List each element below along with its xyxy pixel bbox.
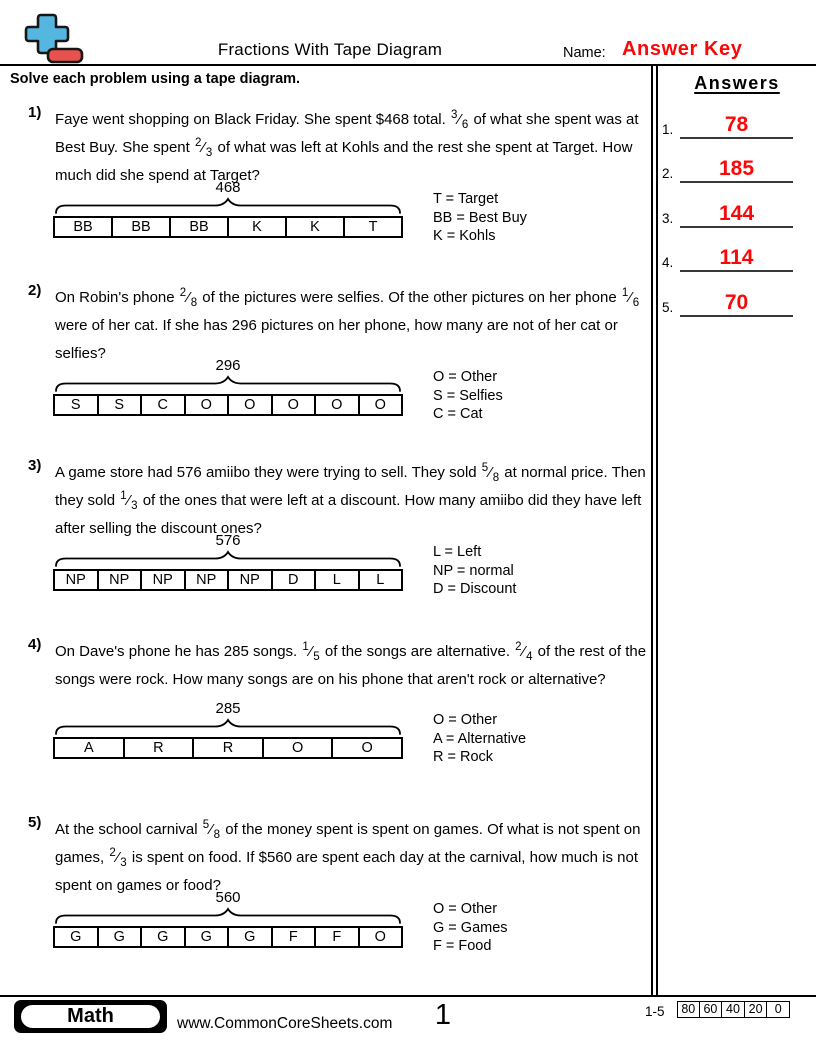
tape-cell: C xyxy=(140,396,184,414)
answer-blank-line xyxy=(680,270,793,272)
page-title: Fractions With Tape Diagram xyxy=(217,40,443,59)
answer-row xyxy=(658,229,816,274)
answer-row xyxy=(658,95,816,140)
site-url: www.CommonCoreSheets.com xyxy=(177,1015,393,1032)
tape-total-label: 576 xyxy=(215,532,241,549)
fraction: $^2⁄_4$ xyxy=(515,641,533,663)
legend-line: NP = normal xyxy=(433,562,514,579)
tape-row xyxy=(53,569,403,591)
legend-line: A = Alternative xyxy=(433,730,527,747)
answer-number: 3. xyxy=(662,210,674,226)
tape-cell: BB xyxy=(111,218,169,236)
legend-line: O = Other xyxy=(433,369,498,385)
tape-cell: O xyxy=(358,928,402,946)
tape-cell: D xyxy=(271,571,315,589)
problem-number: 4) xyxy=(28,636,42,653)
answer-blank-line xyxy=(680,181,793,183)
problem-number: 1) xyxy=(28,104,42,121)
problem xyxy=(0,636,652,765)
answer-number: 4. xyxy=(662,255,674,270)
tape-diagram xyxy=(53,179,527,244)
fraction: $^2⁄_8$ xyxy=(179,287,198,309)
legend-line: D = Discount xyxy=(433,581,517,597)
tape-cell: F xyxy=(271,928,315,946)
answer-row xyxy=(658,273,816,318)
tape-cell: NP xyxy=(140,571,184,589)
tape-cell: O xyxy=(331,739,401,757)
legend-line: R = Rock xyxy=(433,749,494,765)
page-number: 1 xyxy=(434,999,452,1031)
answers-divider xyxy=(651,66,658,995)
tape-legend xyxy=(433,543,653,599)
answer-blank-line xyxy=(680,137,793,139)
tape-cell: S xyxy=(97,396,141,414)
tape-diagram xyxy=(53,700,527,765)
fraction: $^3⁄_6$ xyxy=(450,109,469,131)
tape-cell: NP xyxy=(97,571,141,589)
problem xyxy=(0,457,652,597)
tape-cell: L xyxy=(358,571,402,589)
tape-cell: NP xyxy=(65,572,86,588)
legend-line: BB = Best Buy xyxy=(433,209,527,226)
legend-line: L = Left xyxy=(433,544,482,560)
curly-brace-icon xyxy=(53,550,403,567)
answer-row xyxy=(658,140,816,185)
curly-brace-icon xyxy=(53,375,403,392)
tape-row xyxy=(53,926,403,948)
footer xyxy=(0,995,816,1056)
tape-cell: O xyxy=(262,739,332,757)
tape-cell: O xyxy=(271,396,315,414)
score-table xyxy=(677,1001,790,1018)
tape-cell: T xyxy=(343,218,401,236)
tape-diagram xyxy=(53,532,517,597)
score-cell: 40 xyxy=(722,1001,745,1018)
curly-brace-icon xyxy=(53,907,403,924)
tape-cell: BB xyxy=(169,218,227,236)
curly-brace-icon xyxy=(53,197,403,214)
name-label: Name: xyxy=(563,45,606,61)
tape-cell: G xyxy=(184,928,228,946)
problem xyxy=(0,282,652,422)
tape-cell: G xyxy=(227,928,271,946)
fraction: $^1⁄_3$ xyxy=(120,490,138,512)
instruction-text: Solve each problem using a tape diagram. xyxy=(10,71,301,87)
answers-title: Answers xyxy=(694,73,780,93)
fraction: $^2⁄_3$ xyxy=(109,847,127,869)
tape-cell: NP xyxy=(227,571,271,589)
score-cell: 0 xyxy=(767,1001,790,1018)
tape-cell: BB xyxy=(73,219,93,235)
fraction: $^2⁄_3$ xyxy=(194,137,213,159)
tape-cell: L xyxy=(314,571,358,589)
answer-key-label: Answer Key xyxy=(622,38,743,60)
problem-number: 2) xyxy=(28,282,42,299)
answer-value: 185 xyxy=(718,157,755,180)
answer-blank-line xyxy=(680,315,793,317)
problem-number: 3) xyxy=(28,457,42,474)
answer-value: 70 xyxy=(724,290,749,314)
tape-legend xyxy=(433,711,653,767)
legend-line: O = Other xyxy=(433,901,498,917)
problem-text: A game store had 576 amiibo they were trying to sell. They sold $^5⁄_8$ at normal price. Then they sold $^1⁄_3$ of the ones that were left at a discount. How many amiibo did they have left after selling the discount ones? xyxy=(55,462,646,537)
fraction: $^5⁄_8$ xyxy=(202,819,221,841)
answer-number: 5. xyxy=(662,299,674,315)
answer-value: 114 xyxy=(719,246,754,269)
tape-cell: R xyxy=(192,739,262,757)
legend-line: C = Cat xyxy=(433,406,483,422)
tape-cell: G xyxy=(140,928,184,946)
answer-value: 144 xyxy=(718,201,755,225)
tape-cell: A xyxy=(83,740,94,756)
tape-legend xyxy=(433,368,653,424)
legend-line: T = Target xyxy=(433,191,499,207)
problem-text: On Dave's phone he has 285 songs. $^1⁄_5$ of the songs are alternative. $^2⁄_4$ of the rest of the songs were rock. How many songs are on his phone that aren't rock or alternative? xyxy=(55,641,647,688)
tape-total-label: 560 xyxy=(215,889,241,906)
legend-line: F = Food xyxy=(433,938,492,954)
tape-row xyxy=(53,394,403,416)
math-brand-label: Math xyxy=(19,1003,162,1030)
answer-value: 78 xyxy=(724,112,749,136)
tape-row xyxy=(53,737,403,759)
legend-line: K = Kohls xyxy=(433,228,496,244)
tape-total-label: 468 xyxy=(215,179,241,196)
tape-cell: G xyxy=(70,929,82,945)
score-range-label: 1-5 xyxy=(645,1004,665,1019)
legend-line: O = Other xyxy=(433,712,498,728)
answer-blank-line xyxy=(680,226,793,228)
tape-cell: R xyxy=(123,739,193,757)
problem xyxy=(0,814,652,954)
tape-cell: O xyxy=(358,396,402,414)
tape-cell: G xyxy=(97,928,141,946)
tape-total-label: 296 xyxy=(215,357,241,374)
tape-legend xyxy=(433,190,653,246)
tape-cell: O xyxy=(227,396,271,414)
problem-text: Faye went shopping on Black Friday. She spent $468 total. $^3⁄_6$ of what she spent was at Best Buy. She spent $^2⁄_3$ of what was left at Kohls and the rest she spent at Target. How much did she spend at Target? xyxy=(55,109,639,184)
score-cell: 20 xyxy=(745,1001,768,1018)
legend-line: G = Games xyxy=(433,919,508,936)
tape-total-label: 285 xyxy=(215,700,241,717)
legend-line: S = Selfies xyxy=(433,387,503,404)
problem-text: At the school carnival $^5⁄_8$ of the money spent is spent on games. Of what is not spent on games, $^2⁄_3$ is spent on food. If $560 are spent each day at the carnival, how much is not spent on games or food? xyxy=(55,819,641,894)
problem-number: 5) xyxy=(28,814,42,831)
answer-number: 1. xyxy=(662,121,674,137)
tape-row xyxy=(53,216,403,238)
tape-diagram xyxy=(53,889,508,954)
tape-cell: K xyxy=(227,218,285,236)
tape-cell: S xyxy=(70,397,81,413)
tape-cell: NP xyxy=(184,571,228,589)
answer-number: 2. xyxy=(662,166,674,181)
math-brand-badge xyxy=(14,1000,167,1033)
problem xyxy=(0,104,652,244)
answers-column xyxy=(658,66,816,995)
curly-brace-icon xyxy=(53,718,403,735)
tape-legend xyxy=(433,900,653,956)
fraction: $^1⁄_6$ xyxy=(621,287,640,309)
problem-text: On Robin's phone $^2⁄_8$ of the pictures were selfies. Of the other pictures on her phone $^1⁄_6$ were of her cat. If she has 296 pictures on her phone, how many are not of her cat or selfies? xyxy=(55,287,640,362)
tape-cell: O xyxy=(184,396,228,414)
tape-cell: K xyxy=(285,218,343,236)
fraction: $^5⁄_8$ xyxy=(481,462,500,484)
tape-cell: O xyxy=(314,396,358,414)
score-cell: 60 xyxy=(700,1001,723,1018)
tape-diagram xyxy=(53,357,503,422)
score-cell: 80 xyxy=(677,1001,700,1018)
answer-row xyxy=(658,184,816,229)
answers-list xyxy=(658,95,816,318)
tape-cell: F xyxy=(314,928,358,946)
fraction: $^1⁄_5$ xyxy=(302,641,320,663)
